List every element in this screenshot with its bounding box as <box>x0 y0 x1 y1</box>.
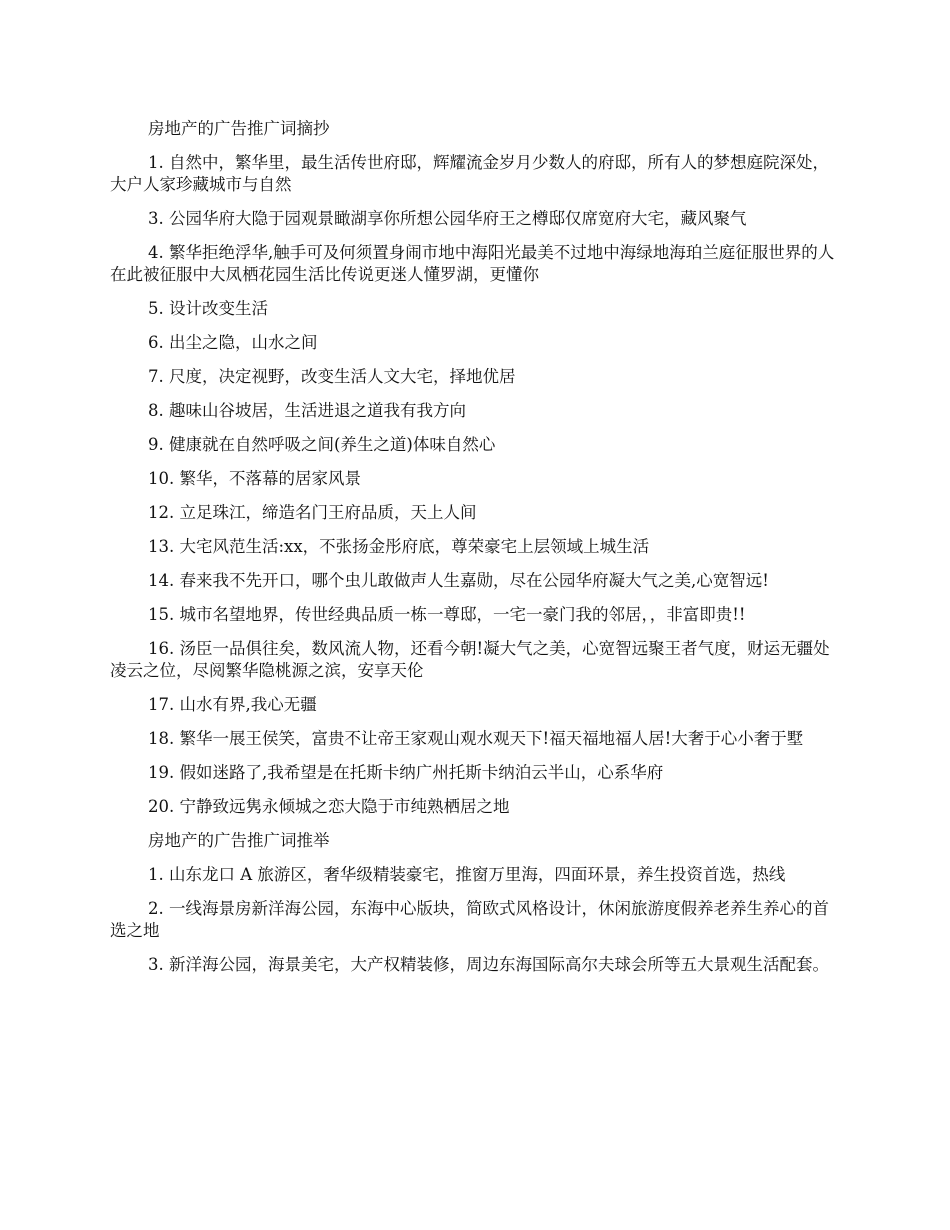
list-item: 1. 自然中，繁华里，最生活传世府邸，辉耀流金岁月少数人的府邸，所有人的梦想庭院深处，大户人家珍藏城市与自然 <box>110 153 829 194</box>
list-item: 2. 一线海景房新洋海公园，东海中心版块，简欧式风格设计，休闲旅游度假养老养生养心的首选之地 <box>110 899 829 940</box>
list-item: 16. 汤臣一品俱往矣，数风流人物，还看今朝!凝大气之美，心宽智远聚王者气度，财运无疆处凌云之位，尽阅繁华隐桃源之滨，安享天伦 <box>110 639 830 680</box>
list-item: 19. 假如迷路了,我希望是在托斯卡纳广州托斯卡纳泊云半山，心系华府 <box>148 763 664 782</box>
list-item: 20. 宁静致远隽永倾城之恋大隐于市纯熟栖居之地 <box>148 797 510 816</box>
section-heading-recommendations: 房地产的广告推广词推举 <box>148 831 330 850</box>
list-item: 1. 山东龙口 A 旅游区，奢华级精装豪宅，推窗万里海，四面环景，养生投资首选，热线 <box>148 865 786 884</box>
list-item: 6. 出尘之隐，山水之间 <box>148 333 318 352</box>
list-item: 5. 设计改变生活 <box>148 299 268 318</box>
list-item: 8. 趣味山谷坡居，生活进退之道我有我方向 <box>148 401 466 420</box>
list-item: 4. 繁华拒绝浮华,触手可及何须置身闹市地中海阳光最美不过地中海绿地海珀兰庭征服世界的人在此被征服中大凤栖花园生活比传说更迷人懂罗湖，更懂你 <box>110 243 835 284</box>
document-page <box>110 118 840 988</box>
list-item: 15. 城市名望地界，传世经典品质一栋一尊邸，一宅一豪门我的邻居，，非富即贵!! <box>148 605 746 624</box>
list-item: 12. 立足珠江，缔造名门王府品质，天上人间 <box>148 503 477 522</box>
list-item: 14. 春来我不先开口，哪个虫儿敢做声人生嘉勋，尽在公园华府凝大气之美,心宽智远! <box>148 571 769 590</box>
list-item: 10. 繁华，不落幕的居家风景 <box>148 469 361 488</box>
list-item: 3. 新洋海公园，海景美宅，大产权精装修，周边东海国际高尔夫球会所等五大景观生活配套。 <box>148 955 829 974</box>
list-item: 17. 山水有界,我心无疆 <box>148 695 317 714</box>
list-item: 9. 健康就在自然呼吸之间(养生之道)体味自然心 <box>148 435 496 454</box>
list-item: 13. 大宅风范生活:xx，不张扬金彤府底，尊荣豪宅上层领域上城生活 <box>148 537 650 556</box>
list-item: 3. 公园华府大隐于园观景瞰湖享你所想公园华府王之樽邸仅席宽府大宅，藏风聚气 <box>148 209 747 228</box>
list-item: 7. 尺度，决定视野，改变生活人文大宅，择地优居 <box>148 367 516 386</box>
list-item: 18. 繁华一展王侯笑，富贵不让帝王家观山观水观天下!福天福地福人居!大奢于心小奢于墅 <box>148 729 804 748</box>
section-heading-excerpts: 房地产的广告推广词摘抄 <box>148 119 330 138</box>
